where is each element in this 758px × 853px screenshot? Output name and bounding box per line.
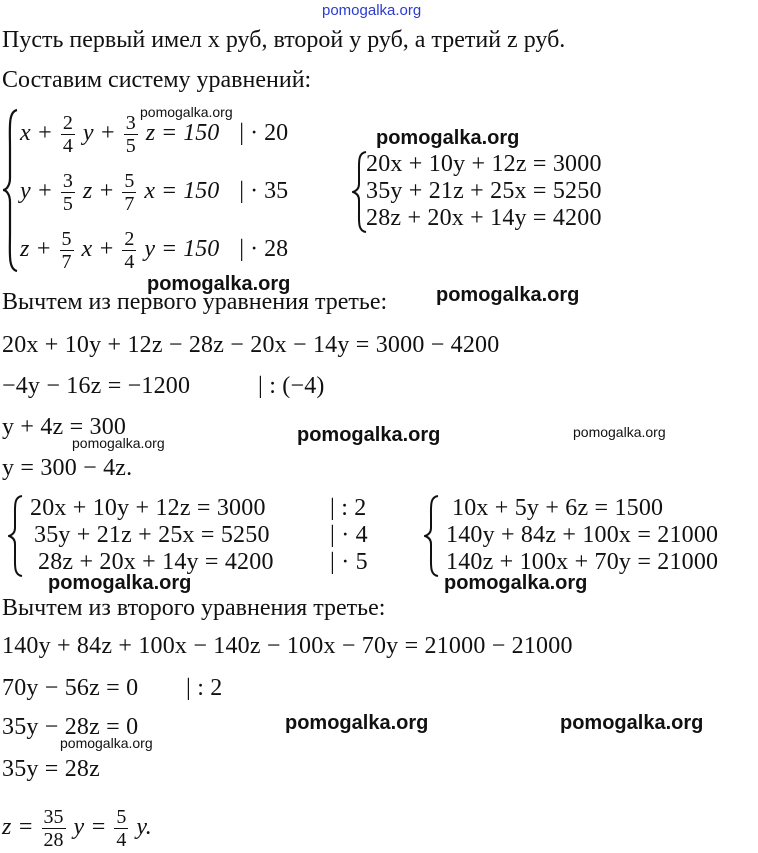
step1-line2-op: | : (−4) [258,373,325,399]
watermark-3[interactable]: pomogalka.org [147,273,291,295]
watermark-2[interactable]: pomogalka.org [376,127,520,149]
step2-line1: 140y + 84z + 100x − 140z − 100x − 70y = 21000 − 21000 [2,633,573,659]
system2-eq2: 35y + 21z + 25x = 5250 [366,178,602,204]
final-result [2,806,152,851]
step2-line2: 70y − 56z = 0 [2,675,139,701]
step2-line4: 35y = 28z [2,756,100,782]
system3-op3: | · 5 [330,549,368,575]
step1-heading: Вычтем из первого уравнения третье: [2,289,388,315]
final-frac1: $\frac{35}{28}$ [43,806,64,851]
left-brace-system3 [8,494,24,578]
final-lhs: z = [2,814,34,841]
system2-eq3: 28z + 20x + 14y = 4200 [366,205,602,231]
system1-eq2 [20,170,288,215]
eq1-frac1: $\frac{2}{4}$ [62,112,73,157]
watermark-5[interactable]: pomogalka.org [72,435,165,451]
watermark-4[interactable]: pomogalka.org [436,284,580,306]
watermark-1[interactable]: pomogalka.org [140,104,233,120]
eq1-part-a: x + [20,120,53,147]
system1-eq3 [20,228,288,273]
watermark-10[interactable]: pomogalka.org [285,712,429,734]
eq3-part-a: z + [20,236,52,263]
watermark-6[interactable]: pomogalka.org [297,424,441,446]
eq2-part-c: x = 150 [144,178,220,205]
step1-line3: y + 4z = 300 [2,414,127,440]
eq3-frac1: $\frac{5}{7}$ [61,228,72,273]
eq3-part-b: x + [81,236,115,263]
step1-line4: y = 300 − 4z. [2,455,133,481]
eq3-frac2: $\frac{2}{4}$ [124,228,135,273]
system4-eq1: 10x + 5y + 6z = 1500 [452,495,664,521]
eq3-operation: | · 28 [239,236,289,263]
eq1-frac2: $\frac{3}{5}$ [125,112,136,157]
final-mid: y = [73,814,107,841]
system3-eq1: 20x + 10y + 12z = 3000 [30,495,266,521]
left-brace-system4 [424,494,440,578]
system3-op1: | : 2 [330,495,367,521]
step2-heading: Вычтем из второго уравнения третье: [2,595,386,621]
left-brace-system1 [2,108,20,273]
system3-eq2: 35y + 21z + 25x = 5250 [34,522,270,548]
step1-line1: 20x + 10y + 12z − 28z − 20x − 14y = 3000 − 4200 [2,332,500,358]
system3-op2: | · 4 [330,522,368,548]
intro-text: Пусть первый имел x руб, второй y руб, а третий z руб. [2,27,566,53]
watermark-8[interactable]: pomogalka.org [48,572,192,594]
watermark-7[interactable]: pomogalka.org [573,424,666,440]
final-frac2: $\frac{5}{4}$ [116,806,127,851]
system4-eq2: 140y + 84z + 100x = 21000 [446,522,719,548]
system2-eq1: 20x + 10y + 12z = 3000 [366,151,602,177]
watermark-top[interactable]: pomogalka.org [322,2,422,19]
system-heading: Составим систему уравнений: [2,67,312,93]
eq1-part-c: z = 150 [145,120,220,147]
watermark-12[interactable]: pomogalka.org [60,735,153,751]
eq3-part-c: y = 150 [144,236,220,263]
eq2-operation: | · 35 [239,178,289,205]
step2-line3: 35y − 28z = 0 [2,714,139,740]
watermark-9[interactable]: pomogalka.org [444,572,588,594]
step2-line2-op: | : 2 [186,675,223,701]
eq2-frac1: $\frac{3}{5}$ [62,170,73,215]
eq2-part-b: z + [82,178,115,205]
eq2-frac2: $\frac{5}{7}$ [124,170,135,215]
eq1-operation: | · 20 [239,120,289,147]
step1-line2: −4y − 16z = −1200 [2,373,191,399]
system3-eq3: 28z + 20x + 14y = 4200 [38,549,274,575]
eq1-part-b: y + [82,120,116,147]
system4-eq3: 140z + 100x + 70y = 21000 [446,549,719,575]
final-end: y. [136,814,152,841]
eq2-part-a: y + [20,178,53,205]
watermark-11[interactable]: pomogalka.org [560,712,704,734]
